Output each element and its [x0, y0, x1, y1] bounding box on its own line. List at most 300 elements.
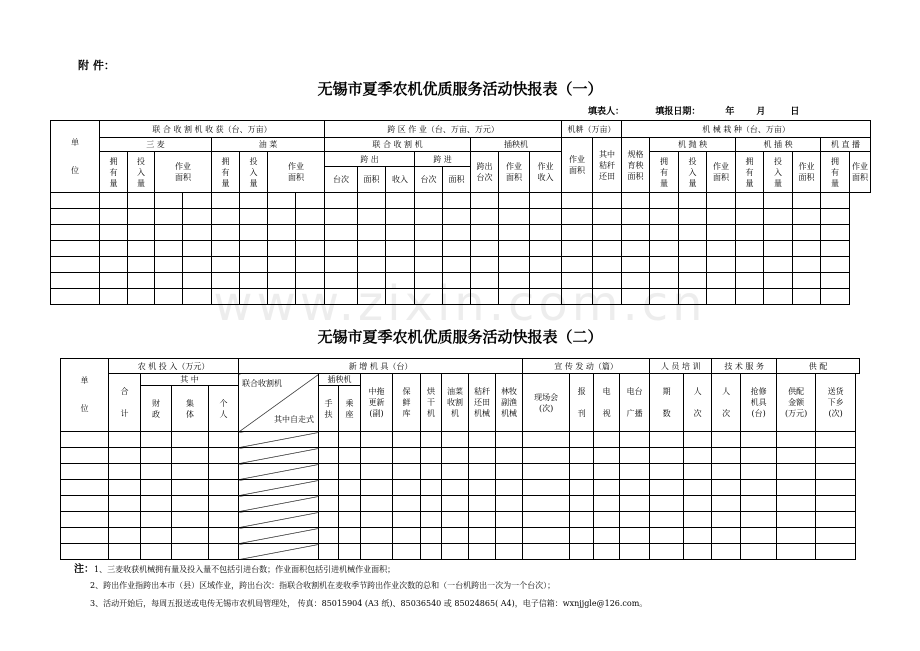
- table-cell[interactable]: [471, 193, 499, 209]
- table-cell[interactable]: [622, 193, 650, 209]
- table-cell[interactable]: [741, 464, 777, 480]
- table-cell[interactable]: [712, 432, 741, 448]
- table-cell[interactable]: [741, 480, 777, 496]
- table-cell[interactable]: [471, 225, 499, 241]
- table-cell[interactable]: [620, 464, 650, 480]
- table-cell[interactable]: [61, 528, 109, 544]
- table-cell[interactable]: [736, 241, 764, 257]
- table-cell[interactable]: [61, 464, 109, 480]
- table-cell[interactable]: [570, 480, 594, 496]
- table-cell[interactable]: [361, 512, 393, 528]
- table-cell[interactable]: [736, 257, 764, 273]
- table-cell[interactable]: [61, 448, 109, 464]
- table-cell[interactable]: [496, 448, 523, 464]
- table-cell[interactable]: [393, 544, 421, 560]
- table-cell[interactable]: [684, 544, 712, 560]
- table-cell[interactable]: [109, 496, 141, 512]
- table-cell[interactable]: [816, 496, 856, 512]
- table-cell[interactable]: [562, 241, 593, 257]
- table-cell[interactable]: [325, 225, 358, 241]
- table-cell[interactable]: [684, 432, 712, 448]
- table-cell[interactable]: [469, 512, 496, 528]
- table-cell[interactable]: [707, 193, 736, 209]
- table-cell[interactable]: [61, 544, 109, 560]
- table-cell[interactable]: [442, 528, 469, 544]
- table-cell[interactable]: [421, 496, 442, 512]
- table-cell[interactable]: [239, 464, 319, 480]
- table-cell[interactable]: [821, 209, 850, 225]
- table-cell[interactable]: [296, 193, 325, 209]
- table-cell[interactable]: [239, 496, 319, 512]
- table-cell[interactable]: [386, 193, 415, 209]
- table-cell[interactable]: [319, 464, 339, 480]
- table-cell[interactable]: [393, 496, 421, 512]
- table-cell[interactable]: [240, 193, 268, 209]
- table-cell[interactable]: [712, 512, 741, 528]
- table-cell[interactable]: [712, 448, 741, 464]
- table-cell[interactable]: [650, 528, 684, 544]
- table-cell[interactable]: [499, 241, 530, 257]
- table-cell[interactable]: [100, 241, 128, 257]
- table-cell[interactable]: [594, 448, 620, 464]
- table-cell[interactable]: [594, 496, 620, 512]
- table-cell[interactable]: [183, 257, 212, 273]
- table-cell[interactable]: [443, 225, 471, 241]
- table-cell[interactable]: [358, 193, 386, 209]
- table-cell[interactable]: [172, 448, 209, 464]
- table-cell[interactable]: [141, 544, 172, 560]
- table-cell[interactable]: [339, 496, 361, 512]
- table-cell[interactable]: [594, 432, 620, 448]
- table-cell[interactable]: [339, 464, 361, 480]
- table-cell[interactable]: [212, 225, 240, 241]
- table-cell[interactable]: [620, 528, 650, 544]
- table-cell[interactable]: [212, 257, 240, 273]
- table-cell[interactable]: [684, 528, 712, 544]
- table-cell[interactable]: [358, 225, 386, 241]
- table-cell[interactable]: [593, 241, 622, 257]
- table-cell[interactable]: [530, 257, 562, 273]
- table-cell[interactable]: [523, 512, 570, 528]
- table-cell[interactable]: [386, 225, 415, 241]
- table-cell[interactable]: [620, 448, 650, 464]
- table-cell[interactable]: [183, 209, 212, 225]
- table-cell[interactable]: [443, 193, 471, 209]
- table-cell[interactable]: [712, 544, 741, 560]
- table-cell[interactable]: [209, 512, 239, 528]
- table-cell[interactable]: [764, 209, 793, 225]
- table-cell[interactable]: [100, 257, 128, 273]
- table-cell[interactable]: [523, 432, 570, 448]
- table-cell[interactable]: [471, 257, 499, 273]
- table-cell[interactable]: [523, 528, 570, 544]
- table-cell[interactable]: [530, 209, 562, 225]
- table-cell[interactable]: [469, 448, 496, 464]
- table-cell[interactable]: [622, 257, 650, 273]
- table-cell[interactable]: [172, 480, 209, 496]
- table-cell[interactable]: [816, 512, 856, 528]
- table-cell[interactable]: [339, 432, 361, 448]
- table-cell[interactable]: [562, 257, 593, 273]
- table-cell[interactable]: [109, 544, 141, 560]
- table-cell[interactable]: [141, 480, 172, 496]
- table-cell[interactable]: [172, 544, 209, 560]
- table-cell[interactable]: [319, 480, 339, 496]
- table-cell[interactable]: [212, 193, 240, 209]
- table-cell[interactable]: [777, 528, 816, 544]
- table-cell[interactable]: [109, 512, 141, 528]
- table-cell[interactable]: [777, 432, 816, 448]
- table-cell[interactable]: [61, 432, 109, 448]
- table-cell[interactable]: [268, 225, 296, 241]
- table-cell[interactable]: [141, 448, 172, 464]
- table-cell[interactable]: [141, 512, 172, 528]
- table-cell[interactable]: [240, 257, 268, 273]
- table-cell[interactable]: [523, 480, 570, 496]
- table-cell[interactable]: [499, 193, 530, 209]
- table-cell[interactable]: [469, 480, 496, 496]
- table-cell[interactable]: [764, 225, 793, 241]
- table-cell[interactable]: [650, 257, 679, 273]
- table-cell[interactable]: [650, 225, 679, 241]
- table-cell[interactable]: [51, 257, 100, 273]
- table-cell[interactable]: [496, 496, 523, 512]
- table-cell[interactable]: [212, 209, 240, 225]
- table-cell[interactable]: [620, 544, 650, 560]
- table-cell[interactable]: [496, 432, 523, 448]
- table-cell[interactable]: [240, 241, 268, 257]
- table-cell[interactable]: [358, 257, 386, 273]
- table-cell[interactable]: [570, 544, 594, 560]
- table-cell[interactable]: [764, 241, 793, 257]
- table-cell[interactable]: [339, 448, 361, 464]
- table-cell[interactable]: [741, 496, 777, 512]
- table-cell[interactable]: [172, 512, 209, 528]
- table-cell[interactable]: [141, 528, 172, 544]
- table-cell[interactable]: [240, 225, 268, 241]
- table-cell[interactable]: [155, 209, 183, 225]
- table-cell[interactable]: [319, 512, 339, 528]
- table-cell[interactable]: [496, 544, 523, 560]
- table-cell[interactable]: [816, 464, 856, 480]
- table-cell[interactable]: [530, 241, 562, 257]
- table-cell[interactable]: [141, 432, 172, 448]
- table-cell[interactable]: [393, 528, 421, 544]
- table-cell[interactable]: [268, 209, 296, 225]
- table-cell[interactable]: [361, 432, 393, 448]
- table-cell[interactable]: [622, 209, 650, 225]
- table-cell[interactable]: [239, 544, 319, 560]
- table-cell[interactable]: [443, 257, 471, 273]
- table-cell[interactable]: [650, 432, 684, 448]
- table-cell[interactable]: [51, 241, 100, 257]
- table-cell[interactable]: [496, 512, 523, 528]
- table-cell[interactable]: [741, 448, 777, 464]
- table-cell[interactable]: [530, 225, 562, 241]
- table-cell[interactable]: [707, 241, 736, 257]
- table-cell[interactable]: [594, 480, 620, 496]
- table-cell[interactable]: [471, 241, 499, 257]
- table-cell[interactable]: [239, 432, 319, 448]
- table-cell[interactable]: [594, 544, 620, 560]
- table-cell[interactable]: [141, 496, 172, 512]
- table-cell[interactable]: [319, 432, 339, 448]
- table-cell[interactable]: [496, 464, 523, 480]
- table-cell[interactable]: [393, 432, 421, 448]
- table-cell[interactable]: [496, 528, 523, 544]
- table-cell[interactable]: [741, 512, 777, 528]
- table-cell[interactable]: [421, 464, 442, 480]
- table-cell[interactable]: [679, 241, 707, 257]
- table-cell[interactable]: [816, 432, 856, 448]
- table-cell[interactable]: [469, 432, 496, 448]
- table-cell[interactable]: [650, 512, 684, 528]
- table-cell[interactable]: [421, 432, 442, 448]
- table-cell[interactable]: [415, 241, 443, 257]
- table-cell[interactable]: [741, 544, 777, 560]
- table-cell[interactable]: [679, 225, 707, 241]
- table-cell[interactable]: [442, 496, 469, 512]
- table-cell[interactable]: [128, 241, 155, 257]
- table-cell[interactable]: [268, 257, 296, 273]
- table-cell[interactable]: [239, 512, 319, 528]
- table-cell[interactable]: [684, 464, 712, 480]
- table-cell[interactable]: [679, 209, 707, 225]
- table-cell[interactable]: [386, 209, 415, 225]
- table-cell[interactable]: [443, 241, 471, 257]
- table-cell[interactable]: [594, 512, 620, 528]
- table-cell[interactable]: [172, 496, 209, 512]
- table-cell[interactable]: [712, 496, 741, 512]
- table-cell[interactable]: [109, 432, 141, 448]
- table-cell[interactable]: [319, 544, 339, 560]
- table-cell[interactable]: [172, 528, 209, 544]
- table-cell[interactable]: [593, 225, 622, 241]
- table-cell[interactable]: [325, 209, 358, 225]
- table-cell[interactable]: [239, 448, 319, 464]
- table-cell[interactable]: [650, 464, 684, 480]
- table-cell[interactable]: [61, 496, 109, 512]
- table-cell[interactable]: [100, 209, 128, 225]
- table-cell[interactable]: [570, 528, 594, 544]
- table-cell[interactable]: [793, 209, 821, 225]
- table-cell[interactable]: [650, 496, 684, 512]
- table-cell[interactable]: [593, 209, 622, 225]
- table-cell[interactable]: [816, 544, 856, 560]
- table-cell[interactable]: [650, 480, 684, 496]
- table-cell[interactable]: [209, 496, 239, 512]
- table-cell[interactable]: [361, 480, 393, 496]
- table-cell[interactable]: [61, 512, 109, 528]
- table-cell[interactable]: [650, 193, 679, 209]
- table-cell[interactable]: [707, 257, 736, 273]
- table-cell[interactable]: [325, 257, 358, 273]
- table-cell[interactable]: [361, 464, 393, 480]
- table-cell[interactable]: [684, 496, 712, 512]
- table-cell[interactable]: [361, 448, 393, 464]
- table-cell[interactable]: [442, 512, 469, 528]
- table-cell[interactable]: [100, 225, 128, 241]
- table-cell[interactable]: [325, 241, 358, 257]
- table-cell[interactable]: [296, 241, 325, 257]
- table-cell[interactable]: [620, 480, 650, 496]
- table-cell[interactable]: [499, 257, 530, 273]
- table-cell[interactable]: [793, 193, 821, 209]
- table-cell[interactable]: [239, 528, 319, 544]
- table-cell[interactable]: [51, 209, 100, 225]
- table-cell[interactable]: [777, 496, 816, 512]
- table-cell[interactable]: [764, 193, 793, 209]
- table-cell[interactable]: [620, 432, 650, 448]
- table-cell[interactable]: [821, 241, 850, 257]
- table-cell[interactable]: [442, 448, 469, 464]
- table-cell[interactable]: [562, 193, 593, 209]
- table-cell[interactable]: [141, 464, 172, 480]
- table-cell[interactable]: [339, 544, 361, 560]
- table-cell[interactable]: [442, 464, 469, 480]
- table-cell[interactable]: [421, 448, 442, 464]
- table-cell[interactable]: [296, 225, 325, 241]
- table-cell[interactable]: [172, 464, 209, 480]
- table-cell[interactable]: [155, 241, 183, 257]
- table-cell[interactable]: [268, 193, 296, 209]
- table-cell[interactable]: [51, 225, 100, 241]
- table-cell[interactable]: [650, 448, 684, 464]
- table-cell[interactable]: [821, 225, 850, 241]
- table-cell[interactable]: [707, 225, 736, 241]
- table-cell[interactable]: [240, 209, 268, 225]
- table-cell[interactable]: [821, 193, 850, 209]
- table-cell[interactable]: [469, 528, 496, 544]
- table-cell[interactable]: [415, 209, 443, 225]
- table-cell[interactable]: [209, 448, 239, 464]
- table-cell[interactable]: [620, 512, 650, 528]
- table-cell[interactable]: [109, 448, 141, 464]
- table-cell[interactable]: [594, 464, 620, 480]
- table-cell[interactable]: [530, 193, 562, 209]
- table-cell[interactable]: [793, 225, 821, 241]
- table-cell[interactable]: [741, 432, 777, 448]
- table-cell[interactable]: [209, 528, 239, 544]
- table-cell[interactable]: [570, 512, 594, 528]
- table-cell[interactable]: [296, 209, 325, 225]
- table-cell[interactable]: [570, 496, 594, 512]
- table-cell[interactable]: [415, 225, 443, 241]
- table-cell[interactable]: [421, 480, 442, 496]
- table-cell[interactable]: [109, 480, 141, 496]
- table-cell[interactable]: [209, 432, 239, 448]
- table-cell[interactable]: [570, 432, 594, 448]
- table-cell[interactable]: [393, 512, 421, 528]
- table-cell[interactable]: [212, 241, 240, 257]
- table-cell[interactable]: [296, 257, 325, 273]
- table-cell[interactable]: [128, 193, 155, 209]
- table-cell[interactable]: [339, 480, 361, 496]
- table-cell[interactable]: [816, 528, 856, 544]
- table-cell[interactable]: [209, 544, 239, 560]
- table-cell[interactable]: [393, 464, 421, 480]
- table-cell[interactable]: [358, 209, 386, 225]
- table-cell[interactable]: [707, 209, 736, 225]
- table-cell[interactable]: [764, 257, 793, 273]
- table-cell[interactable]: [421, 512, 442, 528]
- table-cell[interactable]: [393, 448, 421, 464]
- table-cell[interactable]: [393, 480, 421, 496]
- table-cell[interactable]: [421, 528, 442, 544]
- table-cell[interactable]: [622, 225, 650, 241]
- table-cell[interactable]: [443, 209, 471, 225]
- table-cell[interactable]: [386, 241, 415, 257]
- table-cell[interactable]: [593, 193, 622, 209]
- table-cell[interactable]: [128, 257, 155, 273]
- table-cell[interactable]: [650, 209, 679, 225]
- table-cell[interactable]: [523, 464, 570, 480]
- table-cell[interactable]: [570, 448, 594, 464]
- table-cell[interactable]: [650, 241, 679, 257]
- table-cell[interactable]: [209, 480, 239, 496]
- table-cell[interactable]: [361, 544, 393, 560]
- table-cell[interactable]: [128, 209, 155, 225]
- table-cell[interactable]: [339, 528, 361, 544]
- table-cell[interactable]: [712, 480, 741, 496]
- table-cell[interactable]: [679, 257, 707, 273]
- table-cell[interactable]: [684, 480, 712, 496]
- table-cell[interactable]: [415, 257, 443, 273]
- table-cell[interactable]: [183, 225, 212, 241]
- table-cell[interactable]: [741, 528, 777, 544]
- table-cell[interactable]: [499, 209, 530, 225]
- table-cell[interactable]: [172, 432, 209, 448]
- table-cell[interactable]: [622, 241, 650, 257]
- table-cell[interactable]: [415, 193, 443, 209]
- table-cell[interactable]: [777, 544, 816, 560]
- table-cell[interactable]: [523, 544, 570, 560]
- table-cell[interactable]: [523, 448, 570, 464]
- table-cell[interactable]: [496, 480, 523, 496]
- table-cell[interactable]: [736, 193, 764, 209]
- table-cell[interactable]: [562, 225, 593, 241]
- table-cell[interactable]: [821, 257, 850, 273]
- table-cell[interactable]: [339, 512, 361, 528]
- table-cell[interactable]: [386, 257, 415, 273]
- table-cell[interactable]: [469, 464, 496, 480]
- table-cell[interactable]: [777, 512, 816, 528]
- table-cell[interactable]: [442, 480, 469, 496]
- table-cell[interactable]: [155, 225, 183, 241]
- table-cell[interactable]: [736, 209, 764, 225]
- table-cell[interactable]: [777, 448, 816, 464]
- table-cell[interactable]: [684, 512, 712, 528]
- table-cell[interactable]: [469, 496, 496, 512]
- table-cell[interactable]: [469, 544, 496, 560]
- table-cell[interactable]: [109, 528, 141, 544]
- table-cell[interactable]: [442, 544, 469, 560]
- table-cell[interactable]: [61, 480, 109, 496]
- table-cell[interactable]: [100, 193, 128, 209]
- table-cell[interactable]: [793, 241, 821, 257]
- table-cell[interactable]: [209, 464, 239, 480]
- table-cell[interactable]: [650, 544, 684, 560]
- table-cell[interactable]: [679, 193, 707, 209]
- table-cell[interactable]: [319, 528, 339, 544]
- table-cell[interactable]: [155, 257, 183, 273]
- table-cell[interactable]: [793, 257, 821, 273]
- table-cell[interactable]: [499, 225, 530, 241]
- table-cell[interactable]: [593, 257, 622, 273]
- table-cell[interactable]: [570, 464, 594, 480]
- table-cell[interactable]: [736, 225, 764, 241]
- table-cell[interactable]: [268, 241, 296, 257]
